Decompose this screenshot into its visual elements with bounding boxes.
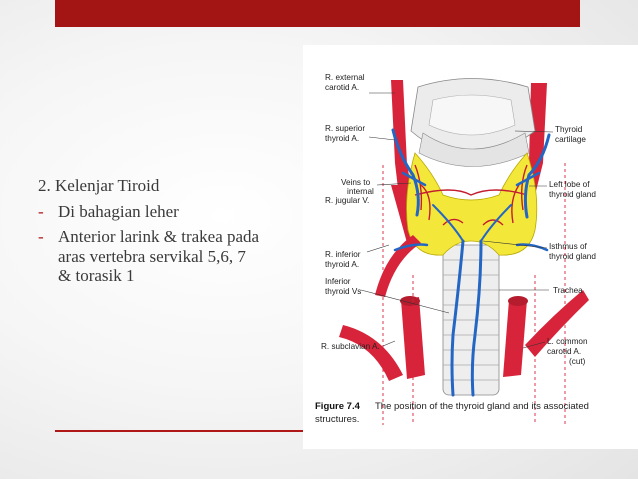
label-veins-1: Veins to: [341, 178, 371, 187]
bullet-line: aras vertebra servikal 5,6, 7: [58, 246, 246, 266]
bottom-rule: [55, 430, 305, 432]
right-subclavian-artery: [339, 325, 403, 381]
title-bar: [55, 0, 580, 27]
anatomy-illustration: [303, 45, 638, 449]
label-inferior-thyroid-vs-1: Inferior: [325, 277, 351, 286]
thyroid-figure: [303, 45, 638, 449]
label-left-lobe-1: Left lobe of: [549, 180, 590, 189]
thyroid-gland: [407, 153, 537, 255]
label-trachea: Trachea: [553, 286, 583, 295]
figure-caption-line2: structures.: [315, 414, 360, 425]
slide-heading: 2. Kelenjar Tiroid: [38, 176, 160, 195]
label-l-common-carotid-3: (cut): [569, 357, 586, 366]
label-l-common-carotid-1: L. common: [547, 337, 588, 346]
bullet-marker: -: [38, 227, 44, 246]
label-r-subclavian: R. subclavian A.: [321, 342, 380, 351]
label-r-external-carotid-1: R. external: [325, 73, 365, 82]
label-thyroid-cartilage-1: Thyroid: [555, 125, 583, 134]
bullet-text: Di bahagian leher: [58, 201, 179, 221]
left-common-carotid: [503, 300, 527, 377]
bullet-line: Anterior larink & trakea pada: [58, 227, 260, 246]
label-veins-2: internal: [347, 187, 374, 196]
label-veins-3: R. jugular V.: [325, 196, 370, 205]
figure-caption-line1: The position of the thyroid gland and its associated: [375, 401, 589, 412]
label-r-external-carotid-2: carotid A.: [325, 83, 360, 92]
label-r-superior-thyroid-1: R. superior: [325, 124, 366, 133]
bullet-marker: -: [38, 201, 44, 221]
bullet-item: [38, 202, 338, 222]
label-left-lobe-2: thyroid gland: [549, 190, 596, 199]
label-l-common-carotid-2: carotid A.: [547, 347, 582, 356]
label-r-inferior-thyroid-1: R. inferior: [325, 250, 361, 259]
label-r-superior-thyroid-2: thyroid A.: [325, 134, 360, 143]
label-thyroid-cartilage-2: cartilage: [555, 135, 586, 144]
label-r-inferior-thyroid-2: thyroid A.: [325, 260, 360, 269]
figure-number: Figure 7.4: [315, 401, 360, 412]
slide-text: [38, 176, 338, 292]
label-inferior-thyroid-vs-2: thyroid Vs: [325, 287, 362, 296]
bullet-item: [38, 227, 338, 286]
label-isthmus-2: thyroid gland: [549, 252, 596, 261]
label-isthmus-1: Isthmus of: [549, 242, 587, 251]
bullet-line: & torasik 1: [58, 266, 135, 285]
